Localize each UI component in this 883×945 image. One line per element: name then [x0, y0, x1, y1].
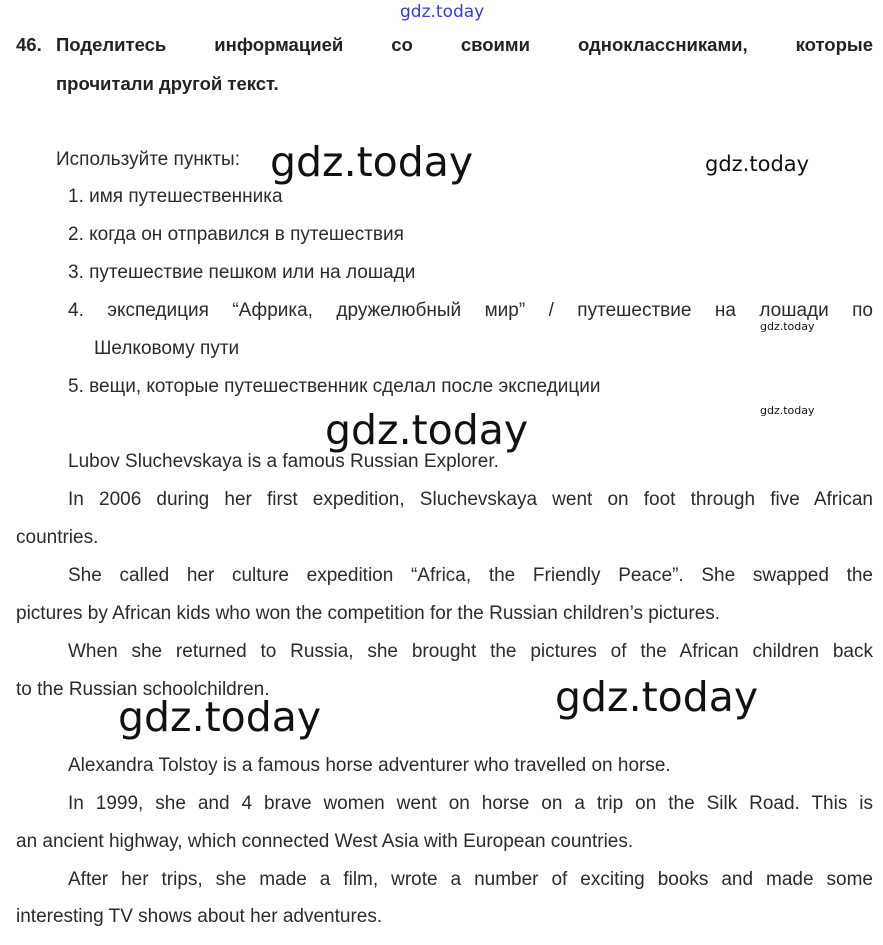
- text-line: Lubov Sluchevskaya is a famous Russian Explorer.: [68, 451, 499, 472]
- watermark: gdz.today: [760, 404, 815, 417]
- watermark: gdz.today: [705, 152, 810, 176]
- list-item-continuation: Шелковому пути: [94, 338, 240, 359]
- text-line: interesting TV shows about her adventures.: [16, 906, 383, 927]
- list-item: 2. когда он отправился в путешествия: [68, 224, 404, 245]
- text-line: to the Russian schoolchildren.: [16, 679, 270, 700]
- list-item: 1. имя путешественника: [68, 186, 283, 207]
- task-number: 46.: [16, 34, 42, 55]
- task-line-1: Поделитесь информацией со своими одноклассниками, которые: [56, 34, 873, 55]
- list-item: 3. путешествие пешком или на лошади: [68, 262, 416, 283]
- text-line: an ancient highway, which connected West Asia with European countries.: [16, 831, 634, 852]
- list-item: 5. вещи, которые путешественник сделал после экспедиции: [68, 376, 601, 397]
- instructions-label: Используйте пункты:: [56, 149, 240, 170]
- watermark: gdz.today: [325, 406, 529, 454]
- text-line: Alexandra Tolstoy is a famous horse adventurer who travelled on horse.: [68, 755, 671, 776]
- watermark: gdz.today: [555, 673, 759, 721]
- task-line-2: прочитали другой текст.: [56, 73, 279, 94]
- text-line: In 1999, she and 4 brave women went on horse on a trip on the Silk Road. This is: [68, 793, 873, 814]
- text-line: After her trips, she made a film, wrote a number of exciting books and made some: [68, 869, 873, 890]
- watermark-top: gdz.today: [400, 2, 485, 22]
- list-item: 4. экспедиция “Африка, дружелюбный мир” / путешествие на лошади по: [68, 300, 873, 321]
- watermark: gdz.today: [270, 138, 474, 186]
- text-line: pictures by African kids who won the competition for the Russian children’s pictures.: [16, 603, 721, 624]
- text-line: She called her culture expedition “Africa, the Friendly Peace”. She swapped the: [68, 565, 873, 586]
- text-line: When she returned to Russia, she brought the pictures of the African children back: [68, 641, 873, 662]
- watermark: gdz.today: [760, 320, 815, 333]
- text-line: countries.: [16, 527, 99, 548]
- watermark: gdz.today: [118, 693, 322, 741]
- text-line: In 2006 during her first expedition, Sluchevskaya went on foot through five African: [68, 489, 873, 510]
